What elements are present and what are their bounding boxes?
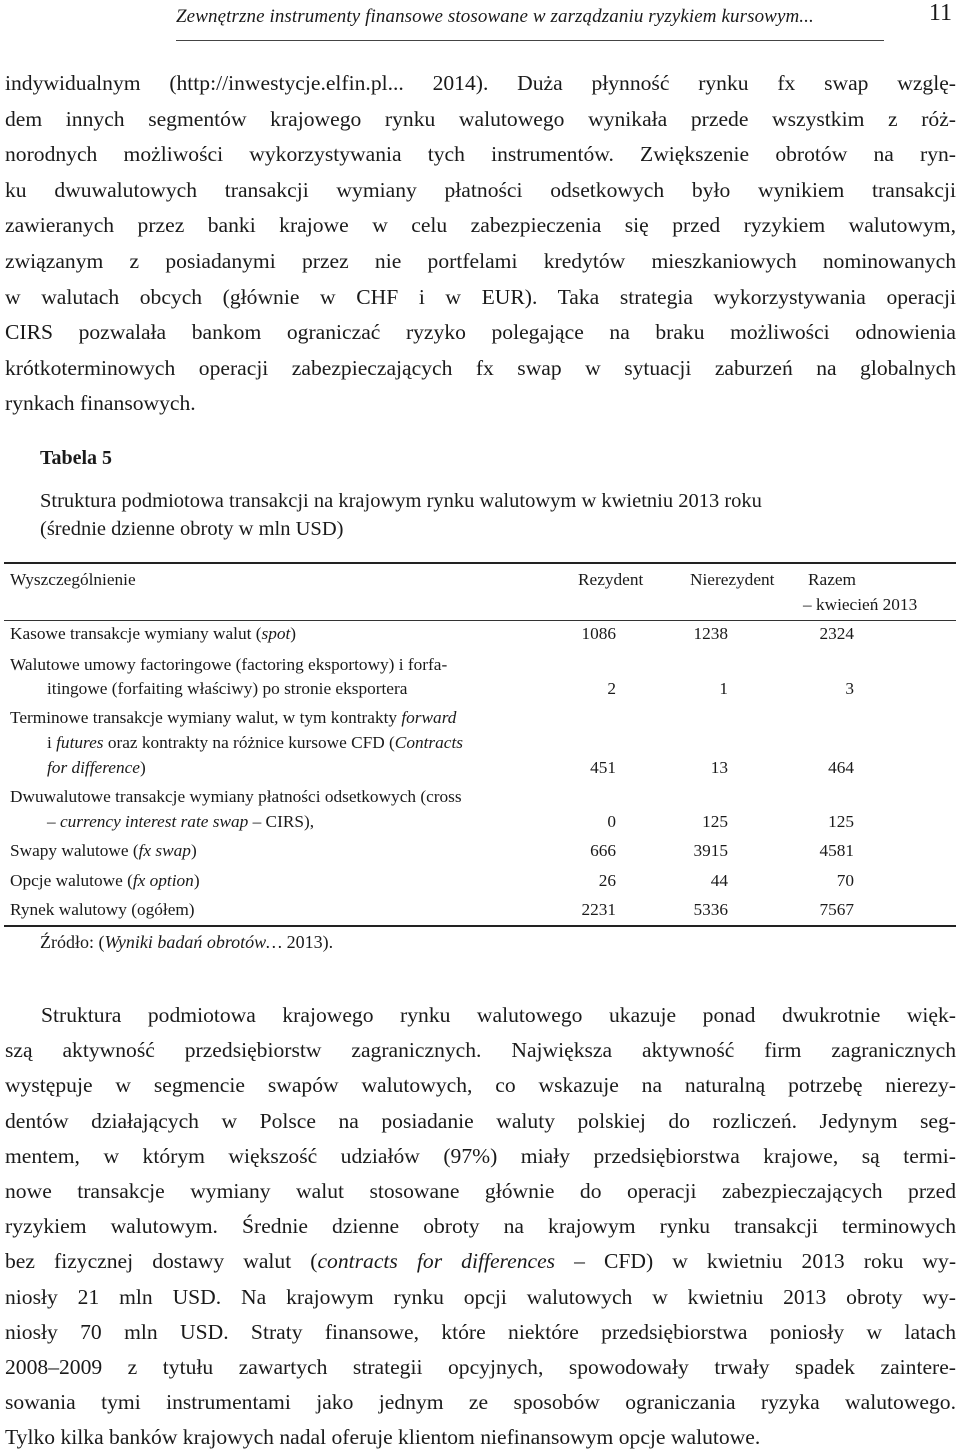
table-caption-line: Struktura podmiotowa transakcji na krajowym rynku walutowym w kwietniu 2013 roku	[40, 490, 762, 512]
column-header-rezydent: Rezydent	[578, 570, 644, 589]
text-line: dentów działających w Polsce na posiadanie waluty polskiej do rozliczeń. Jedynym seg-	[5, 1108, 956, 1133]
header-rule	[176, 40, 884, 41]
text-line: CIRS pozwalała bankom ograniczać ryzyko polegające na braku możliwości odnowienia	[5, 320, 956, 345]
text-line: rynkach finansowych.	[5, 391, 196, 416]
cell-nierezydent: 13	[710, 758, 728, 777]
cell-razem: 70	[836, 871, 854, 890]
text-line: zawieranych przez banki krajowe w celu zabezpieczenia się przed ryzykiem walutowym,	[5, 213, 956, 238]
cell-razem: 7567	[819, 900, 854, 919]
table-row-label-cont: – currency interest rate swap – CIRS),	[47, 812, 315, 831]
page-header	[0, 0, 960, 44]
cell-nierezydent: 44	[710, 871, 728, 890]
table-row-label: Rynek walutowy (ogółem)	[10, 900, 195, 919]
cell-rezydent: 0	[607, 812, 616, 831]
cell-rezydent: 2231	[581, 900, 616, 919]
text-line: dem innych segmentów krajowego rynku walutowego wynikała przede wszystkim z róż-	[5, 106, 956, 131]
table-row-label: Kasowe transakcje wymiany walut (spot)	[10, 624, 297, 643]
table-caption-line: (średnie dzienne obroty w mln USD)	[40, 517, 344, 540]
cell-razem: 4581	[819, 841, 854, 860]
cell-rezydent: 26	[598, 871, 616, 890]
text-line: bez fizycznej dostawy walut (contracts for differences – CFD) w kwietniu 2013 roku wy-	[5, 1249, 957, 1274]
table-row-label-cont: i futures oraz kontrakty na różnice kursowe CFD (Contracts	[47, 733, 463, 752]
text-line: mentem, w którym większość udziałów (97%) miały przedsiębiorstwa krajowe, są termi-	[5, 1143, 956, 1168]
cell-rezydent: 2	[607, 679, 616, 698]
text-line: niosły 70 mln USD. Straty finansowe, które niektóre przedsiębiorstwa poniosły w latach	[5, 1319, 956, 1344]
table-row-label: Swapy walutowe (fx swap)	[10, 841, 197, 860]
text-line: ku dwuwalutowych transakcji wymiany płatności odsetkowych było wynikiem transakcji	[5, 177, 956, 202]
table-label: Tabela 5	[40, 447, 113, 469]
text-line: sowania tymi instrumentami jako jednym ze sposobów ograniczania ryzyka walutowego.	[5, 1390, 956, 1415]
table-row-label: Dwuwalutowe transakcje wymiany płatności odsetkowych (cross	[10, 787, 462, 806]
cell-razem: 2324	[819, 624, 854, 643]
table-bottom-rule	[4, 925, 956, 927]
page-number: 11	[928, 0, 952, 26]
cell-nierezydent: 125	[702, 812, 728, 831]
column-header-nierezydent: Nierezydent	[690, 570, 775, 589]
cell-nierezydent: 1238	[693, 624, 728, 643]
table-row-label-cont: for difference)	[47, 758, 146, 777]
text-line: krótkoterminowych operacji zabezpieczających fx swap w sytuacji zaburzeń na globalnych	[5, 355, 956, 380]
body-paragraph-1	[5, 66, 956, 422]
table-row-label: Walutowe umowy factoringowe (factoring eksportowy) i forfa-	[10, 655, 448, 674]
table-source: Źródło: (Wyniki badań obrotów… 2013).	[40, 932, 334, 952]
body-paragraph-2	[5, 998, 956, 1456]
cell-rezydent: 451	[590, 758, 616, 777]
table-caption	[40, 488, 940, 543]
cell-razem: 125	[828, 812, 854, 831]
cell-nierezydent: 5336	[693, 900, 728, 919]
text-line: niosły 21 mln USD. Na krajowym rynku opcji walutowych w kwietniu 2013 obroty wy-	[5, 1284, 956, 1309]
column-header-razem-period: – kwiecień 2013	[803, 595, 918, 614]
text-line: indywidualnym (http://inwestycje.elfin.pl... 2014). Duża płynność rynku fx swap wzglę-	[5, 71, 956, 95]
running-title: Zewnętrzne instrumenty finansowe stosowane w zarządzaniu ryzykiem kursowym...	[176, 6, 814, 27]
cell-razem: 3	[845, 679, 854, 698]
text-line: związanym z posiadanymi przez nie portfelami kredytów mieszkaniowych nominowanych	[5, 248, 956, 273]
table-top-rule	[4, 562, 956, 564]
cell-nierezydent: 1	[719, 679, 728, 698]
cell-rezydent: 666	[590, 841, 616, 860]
text-line: nowe transakcje wymiany walut stosowane głównie do operacji zabezpieczających przed	[5, 1179, 956, 1204]
cell-rezydent: 1086	[581, 624, 616, 643]
text-line: występuje w segmencie swapów walutowych, co wskazuje na naturalną potrzebę nierezy-	[5, 1073, 956, 1098]
cell-razem: 464	[828, 758, 854, 777]
column-header-razem: Razem	[808, 570, 856, 589]
text-line: 2008–2009 z tytułu zawartych strategii opcyjnych, spowodowały trwały spadek zaintere-	[5, 1355, 956, 1380]
table-row-label: Terminowe transakcje wymiany walut, w tym kontrakty forward	[10, 708, 457, 727]
cell-nierezydent: 3915	[693, 841, 728, 860]
text-line: szą aktywność przedsiębiorstw zagranicznych. Największa aktywność firm zagranicznych	[5, 1038, 956, 1063]
text-line: w walutach obcych (głównie w CHF i w EUR). Taka strategia wykorzystywania operacji	[5, 284, 956, 309]
column-header-description: Wyszczególnienie	[10, 570, 136, 589]
table-row-label-cont: itingowe (forfaiting właściwy) po stronie eksportera	[47, 679, 408, 698]
table-row-label: Opcje walutowe (fx option)	[10, 871, 200, 890]
text-line: Struktura podmiotowa krajowego rynku walutowego ukazuje ponad dwukrotnie więk-	[41, 1003, 956, 1027]
text-line: Tylko kilka banków krajowych nadal oferuje klientom niefinansowym opcje walutowe.	[5, 1425, 761, 1450]
text-line: ryzykiem walutowym. Średnie dzienne obroty na krajowym rynku transakcji terminowych	[5, 1214, 956, 1239]
text-line: norodnych możliwości wykorzystywania tych instrumentów. Zwiększenie obrotów na ryn-	[5, 142, 956, 167]
